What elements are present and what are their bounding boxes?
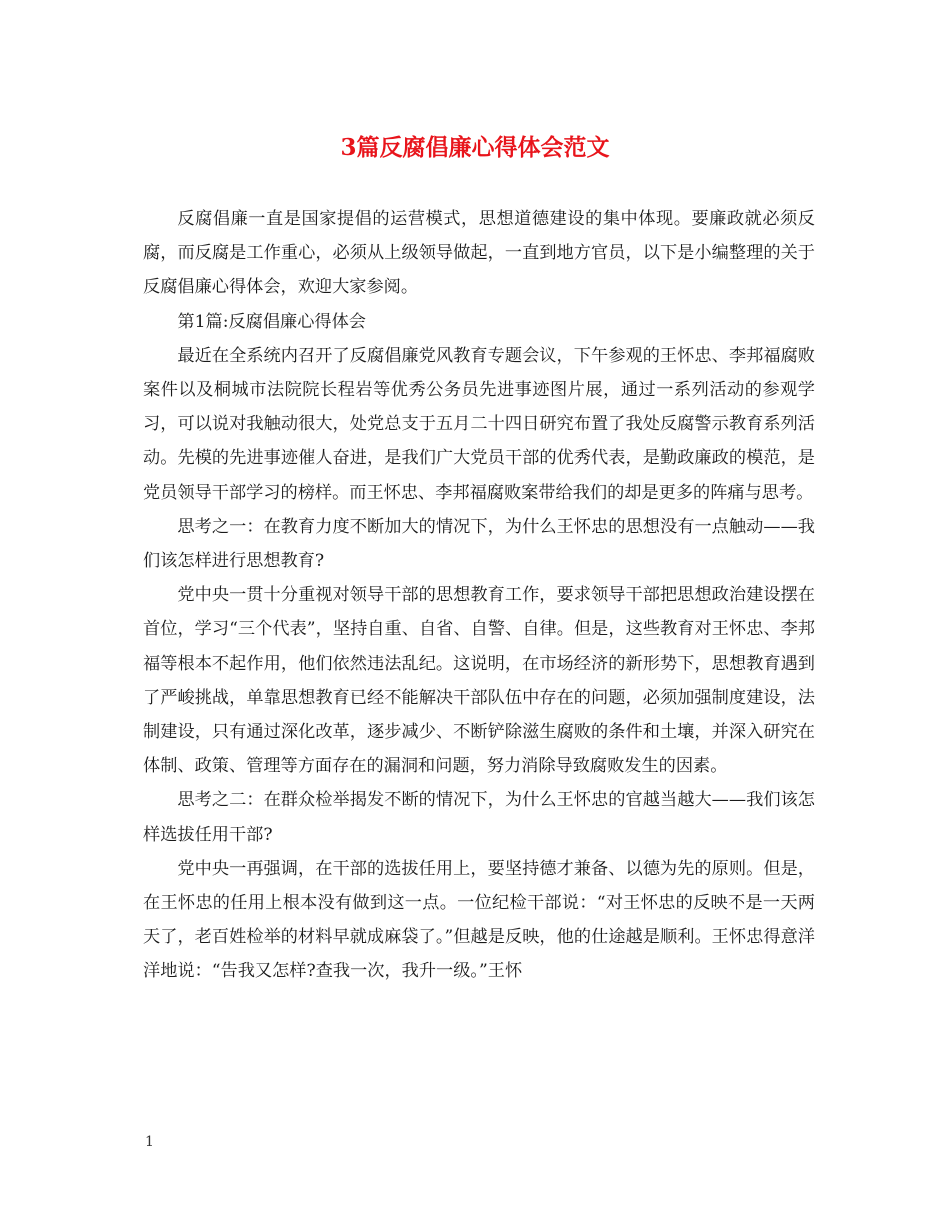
document-body [143,202,815,989]
body-paragraph: 党中央一再强调，在干部的选拔任用上，要坚持德才兼备、以德为先的原则。但是，在王怀忠的任用上根本没有做到这一点。一位纪检干部说：“对王怀忠的反映不是一天两天了，老百姓检举的材料早就成麻袋了。”但越是反映，他的仕途越是顺利。王怀忠得意洋洋地说：“告我又怎样?查我一次，我升一级。”王怀 [143,858,815,982]
intro-paragraph: 反腐倡廉一直是国家提倡的运营模式，思想道德建设的集中体现。要廉政就必须反腐，而反腐是工作重心，必须从上级领导做起，一直到地方官员，以下是小编整理的关于反腐倡廉心得体会，欢迎大家参阅。 [143,209,815,298]
document-title: 3篇反腐倡廉心得体会范文 [340,134,610,161]
section-heading: 第1篇:反腐倡廉心得体会 [177,311,366,332]
page-number: 1 [145,1134,154,1150]
question-paragraph: 思考之二：在群众检举揭发不断的情况下，为什么王怀忠的官越当越大——我们该怎样选拔任用干部? [143,790,815,845]
body-paragraph: 最近在全系统内召开了反腐倡廉党风教育专题会议，下午参观的王怀忠、李邦福腐败案件以及桐城市法院院长程岩等优秀公务员先进事迹图片展，通过一系列活动的参观学习，可以说对我触动很大，处党总支于五月二十四日研究布置了我处反腐警示教育系列活动。先模的先进事迹催人奋进，是我们广大党员干部的优秀代表，是勤政廉政的模范，是党员领导干部学习的榜样。而王怀忠、李邦福腐败案带给我们的却是更多的阵痛与思考。 [143,345,815,503]
question-paragraph: 思考之一：在教育力度不断加大的情况下，为什么王怀忠的思想没有一点触动——我们该怎样进行思想教育? [143,516,815,572]
body-paragraph: 党中央一贯十分重视对领导干部的思想教育工作，要求领导干部把思想政治建设摆在首位，学习“三个代表”，坚持自重、自省、自警、自律。但是，这些教育对王怀忠、李邦福等根本不起作用，他们依然违法乱纪。这说明，在市场经济的新形势下，思想教育遇到了严峻挑战，单靠思想教育已经不能解决干部队伍中存在的问题，必须加强制度建设，法制建设，只有通过深化改革，逐步减少、不断铲除滋生腐败的条件和土壤，并深入研究在体制、政策、管理等方面存在的漏洞和问题，努力消除导致腐败发生的因素。 [143,585,815,777]
